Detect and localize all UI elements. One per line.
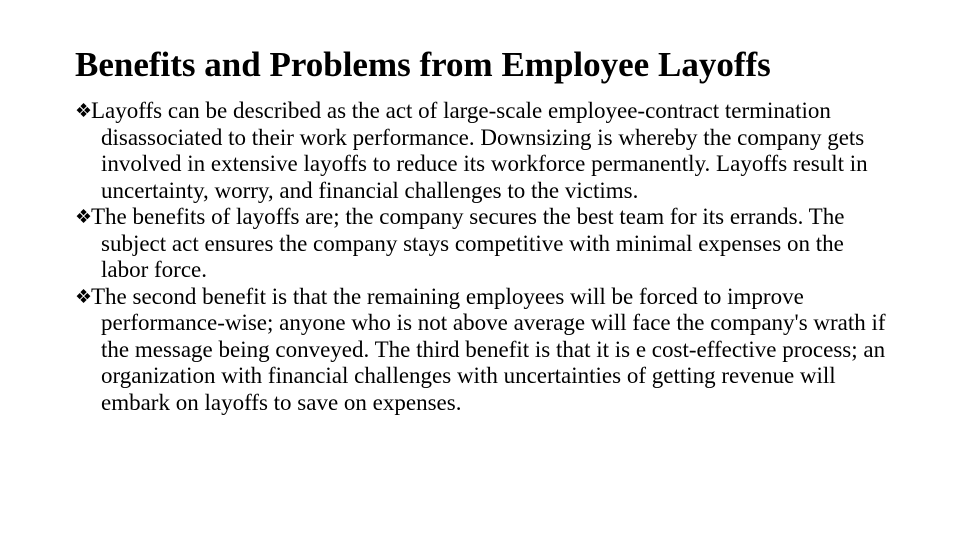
diamond-bullet-icon: ❖ <box>75 286 93 308</box>
bullet-text: The benefits of layoffs are; the company secures the best team for its errands. The subject act ensures the company stays competitive with minimal expenses on the labor force. <box>91 204 845 282</box>
bullet-item <box>75 284 895 417</box>
diamond-bullet-icon: ❖ <box>75 207 93 228</box>
bullet-item <box>75 204 895 284</box>
bullet-text: Layoffs can be described as the act of large-scale employee-contract termination disassociated to their work performance. Downsizing is whereby the company gets involved in extensive layoffs to reduce its workforce permanently. Layoffs result in uncertainty, worry, and financial challenges to the victims. <box>91 98 868 203</box>
bullet-text: The second benefit is that the remaining employees will be forced to improve performance-wise; anyone who is not above average will face the company's wrath if the message being conveyed. The third benefit is that it is e cost-effective process; an organization with financial challenges with uncertainties of getting revenue will embark on layoffs to save on expenses. <box>91 283 886 415</box>
diamond-bullet-icon: ❖ <box>75 101 93 122</box>
bullet-item <box>75 98 895 204</box>
slide-title: Benefits and Problems from Employee Layoffs <box>75 45 771 84</box>
bullet-list <box>75 98 895 416</box>
